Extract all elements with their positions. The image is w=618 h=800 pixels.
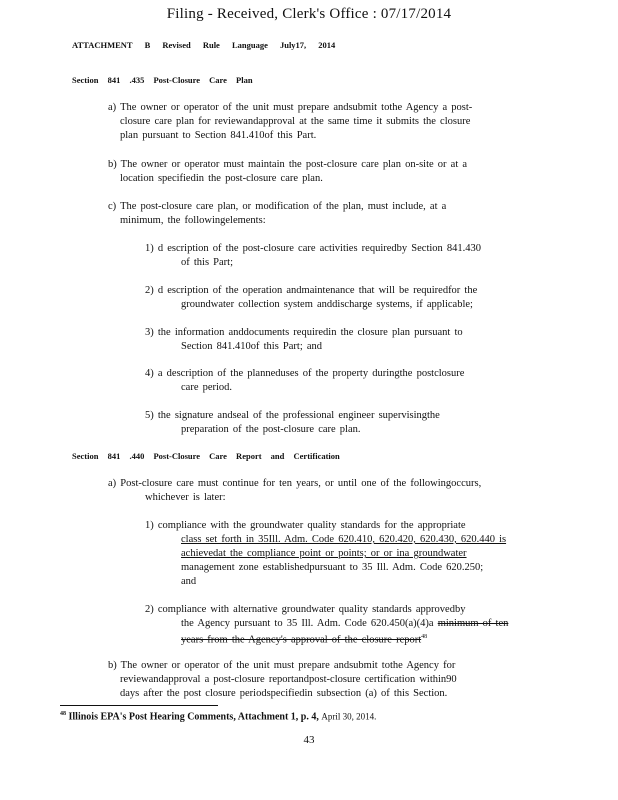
sec435-c3-line2: Section 841.410of this Part; and (181, 341, 323, 352)
sec440-a2-line2 (181, 617, 508, 631)
attachment-line: ATTACHMENT B Revised Rule Language July17, 2014 (72, 40, 336, 50)
sec440-a2-line1: 2) compliance with alternative groundwater quality standards approvedby (145, 604, 466, 615)
sec435-c5-line1: 5) the signature andseal of the professional engineer supervisingthe (145, 410, 440, 421)
sec435-b-line2: location specifiedin the post-closure care plan. (120, 173, 323, 184)
sec440-a1-line4: management zone establishedpursuant to 35 Ill. Adm. Code 620.250; (181, 562, 484, 573)
sec440-a-line1: a) Post-closure care must continue for ten years, or until one of the followingoccurs, (108, 478, 482, 489)
footnote-number: 48 (60, 711, 66, 717)
sec440-a1-line3: achievedat the compliance point or points; or or ina groundwater (181, 548, 467, 559)
sec435-a-line3: plan pursuant to Section 841.410of this Part. (120, 130, 317, 141)
sec435-a-line1: a) The owner or operator of the unit must prepare andsubmit tothe Agency a post- (108, 102, 473, 113)
sec435-b-line1: b) The owner or operator must maintain the post-closure care plan on-site or at a (108, 159, 468, 170)
sec435-c3-line1: 3) the information anddocuments requiredin the closure plan pursuant to (145, 327, 463, 338)
section-435-title: Section 841 .435 Post-Closure Care Plan (72, 75, 253, 85)
sec440-a2-line3 (181, 631, 427, 647)
sec435-c5-line2: preparation of the post-closure care plan. (181, 424, 361, 435)
page-number: 43 (303, 734, 315, 746)
sec440-a1-line2: class set forth in 35Ill. Adm. Code 620.410, 620.420, 620.430, 620.440 is (181, 534, 507, 545)
sec435-c1-line1: 1) d escription of the post-closure care activities requiredby Section 841.430 (145, 243, 482, 254)
sec435-a-line2: closure care plan for reviewandapproval at the same time it submits the closure (120, 116, 471, 127)
footnote-ref: 48 (421, 634, 428, 640)
sec435-c4-line1: 4) a description of the planneduses of the property duringthe postclosure (145, 368, 465, 379)
section-440-title: Section 841 .440 Post-Closure Care Report and Certification (72, 451, 340, 461)
sec435-c2-line2: groundwater collection system anddischarge systems, if applicable; (181, 299, 473, 310)
sec440-b-line2: reviewandapproval a post-closure reportandpost-closure certification within90 (120, 674, 457, 685)
footnote (60, 711, 376, 722)
sec440-b-line1: b) The owner or operator of the unit must prepare andsubmit tothe Agency for (108, 660, 456, 671)
filing-header: Filing - Received, Clerk's Office : 07/17/2014 (166, 6, 452, 22)
sec440-a-line2: whichever is later: (145, 492, 226, 503)
sec435-c-line2: minimum, the followingelements: (120, 215, 266, 226)
sec435-c4-line2: care period. (181, 382, 233, 393)
sec440-a1-line1: 1) compliance with the groundwater quality standards for the appropriate (145, 520, 466, 531)
sec440-a2-line2-struck: minimum of ten (437, 618, 509, 629)
sec435-c1-line2: of this Part; (181, 257, 233, 268)
footnote-divider (60, 705, 218, 706)
sec435-c2-line1: 2) d escription of the operation andmaintenance that will be requiredfor the (145, 285, 478, 296)
footnote-date: April 30, 2014. (321, 711, 377, 722)
sec440-a2-line2-text: the Agency pursuant to 35 Ill. Adm. Code 620.450(a)(4)a (181, 618, 434, 629)
footnote-text: Illinois EPA's Post Hearing Comments, Attachment 1, p. 4, (68, 711, 319, 723)
sec440-a1-line5: and (181, 576, 197, 587)
sec440-a2-line3-struck: years from the Agency's approval of the closure report (181, 634, 422, 646)
sec435-c-line1: c) The post-closure care plan, or modification of the plan, must include, at a (108, 201, 447, 212)
sec440-b-line3: days after the post closure periodspecifiedin subsection (a) of this Section. (120, 688, 448, 699)
